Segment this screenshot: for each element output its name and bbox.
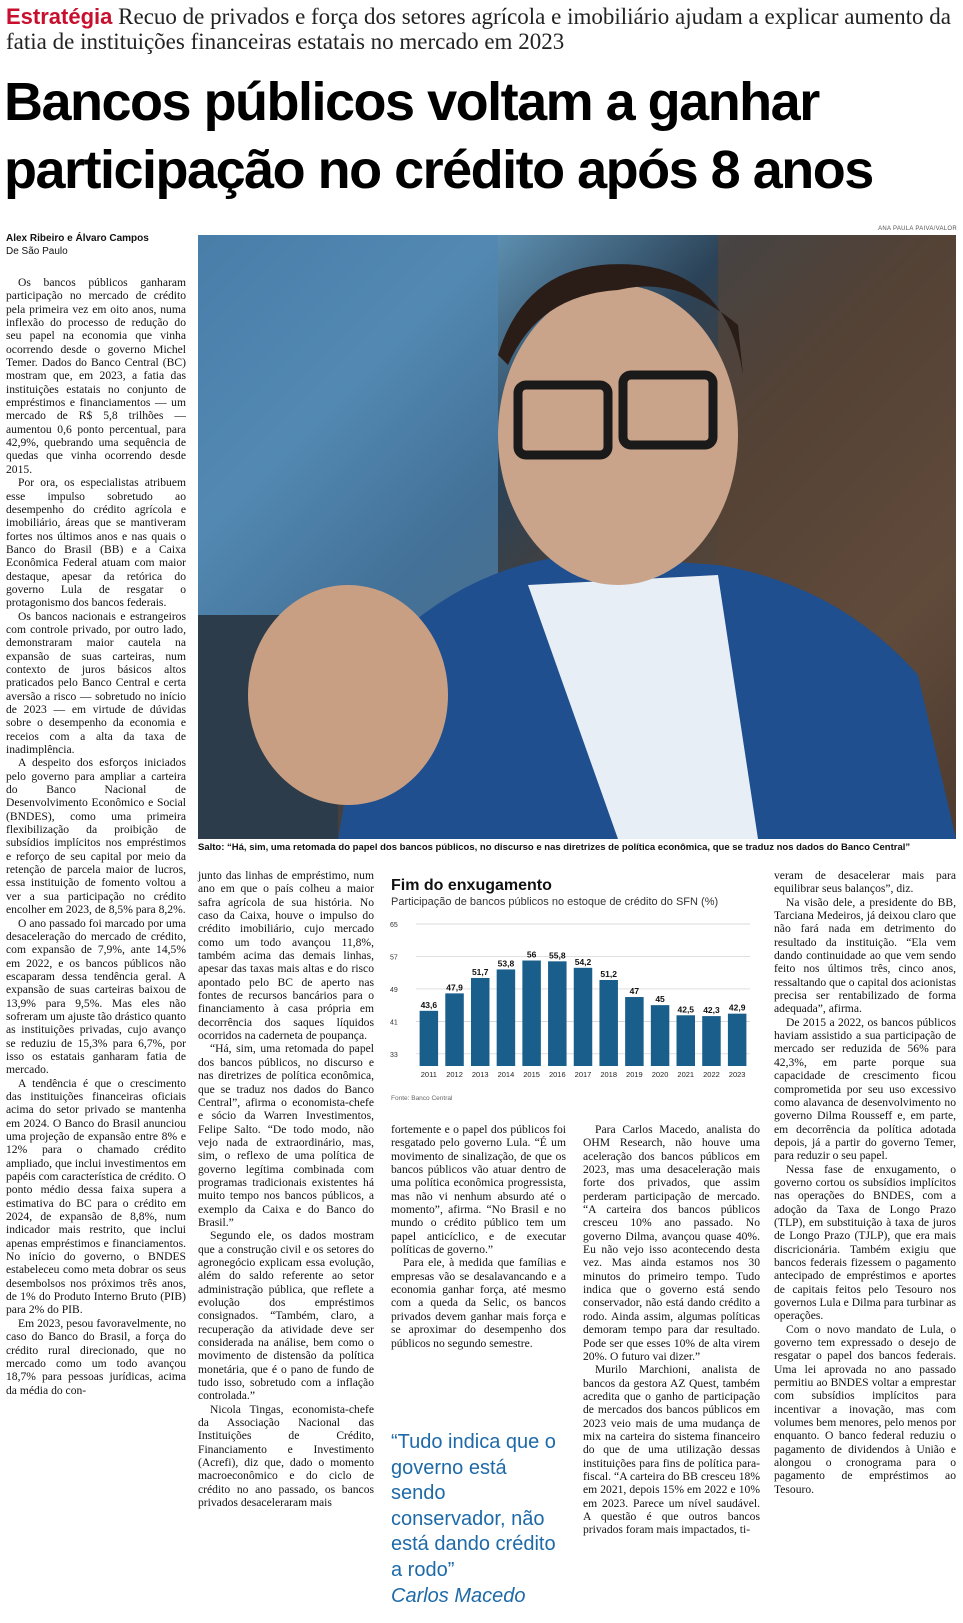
data-label: 42,9 bbox=[728, 1002, 746, 1013]
bar bbox=[548, 961, 566, 1066]
bar bbox=[471, 978, 489, 1066]
article-column-1 bbox=[6, 276, 186, 1397]
portrait-illustration bbox=[198, 235, 956, 839]
paragraph: Nessa fase de enxugamento, o governo cortou os subsídios implícitos nas operações do BNDES, com a adoção da Taxa de Longo Prazo (TLP), em substituição à taxa de juros de Longo Prazo (TJLP), que era mais discricionária. Também exigiu que bancos federais fizessem o pagamento antecipado de empréstimos e aportes de capitais feitos pelo Tesouro nos governos Lula e Dilma para turbinar as operações. bbox=[774, 1162, 956, 1323]
chart-title: Fim do enxugamento bbox=[391, 877, 552, 894]
bar bbox=[522, 961, 540, 1066]
photo-caption: Salto: “Há, sim, uma retomada do papel dos bancos públicos, no discurso e nas diretrizes de política econômica, que se traduz nos dados do Banco Central” bbox=[198, 842, 911, 853]
x-tick-label: 2017 bbox=[574, 1070, 592, 1079]
x-tick-label: 2020 bbox=[651, 1070, 669, 1079]
bar bbox=[651, 1005, 669, 1066]
paragraph: “Há, sim, uma retomada do papel dos bancos públicos, no discurso e nas diretrizes de política econômica, que se traduz nos dados do Banco Central”, afirma o economista-chefe e sócio da Warren Investimentos, Felipe Salto. “De todo modo, não vejo nada de extraordinário, mas, sim, o reflexo de uma política de governo legítima combinada com programas tradicionais existentes há muito tempo nos bancos públicos, a exemplo da Caixa e do Banco do Brasil.” bbox=[198, 1042, 374, 1229]
x-tick-label: 2018 bbox=[600, 1070, 618, 1079]
paragraph: Os bancos nacionais e estrangeiros com controle privado, por outro lado, demonstraram maior cautela na expansão de suas carteiras, num contexto de juros básicos altos praticados pelo Banco Central e certa aversão a risco — sobretudo no início de 2023 — em virtude de dúvidas sobre o desempenho da economia e receios com a alta da taxa de inadimplência. bbox=[6, 609, 186, 757]
y-tick-label: 57 bbox=[390, 954, 398, 962]
paragraph: A despeito dos esforços iniciados pelo governo para ampliar a carteira do Banco Nacional de Desenvolvimento Econômico e Social (BNDES), como uma primeira flexibilização da proibição de subsídios implícitos nos empréstimos e reforço de seu capital por meio da retenção de parcela maior de lucros, essa instituição de fomento voltou a ver a sua participação no crédito encolher em 2023, de 8,5% para 8,2%. bbox=[6, 756, 186, 917]
data-label: 51,7 bbox=[471, 966, 489, 977]
paragraph: Para Carlos Macedo, analista do OHM Research, não houve uma aceleração dos bancos públicos em 2023, mas uma desaceleração mais forte dos privados, que assim perderam participação de mercado. “A carteira dos bancos públicos cresceu 10% ano passado. No governo Dilma, avançou quase 40%. Eu não vejo isso acontecendo desta vez. Mas ainda estamos nos 30 minutos do primeiro tempo. Tudo indica que o governo está sendo conservador, não está dando crédito a rodo. Ainda assim, algumas políticas demoram tempo para dar resultado. Pode ser que esses 10% de alta virem 20%. O futuro vai dizer.” bbox=[583, 1123, 760, 1363]
y-tick-label: 41 bbox=[390, 1019, 398, 1027]
bar bbox=[574, 968, 592, 1066]
x-tick-label: 2011 bbox=[420, 1070, 437, 1079]
photo-portrait bbox=[198, 235, 956, 839]
paragraph: De 2015 a 2022, os bancos públicos haviam assistido a sua participação de mercado ser reduzida de 56% para 42,3%, em parte porque sua capacidade de crescimento ficou comprometida por seu uso excessivo como alavanca de desenvolvimento no governo Dilma Rousseff e, em parte, em decorrência da política adotada depois, já a partir do governo Temer, para reduzir o seu papel. bbox=[774, 1015, 956, 1163]
x-tick-label: 2021 bbox=[677, 1070, 695, 1079]
data-label: 53,8 bbox=[497, 958, 515, 969]
chart-source: Fonte: Banco Central bbox=[391, 1095, 453, 1102]
x-tick-label: 2014 bbox=[497, 1070, 515, 1079]
paragraph: Para ele, à medida que famílias e empresas vão se desalavancando e a economia ganhar força, até mesmo com a queda da Selic, os bancos privados devem ganhar mais força e se aproximar do desempenho dos públicos no segundo semestre. bbox=[391, 1256, 566, 1350]
section-tag: Estratégia bbox=[6, 4, 113, 29]
data-label: 51,2 bbox=[600, 968, 617, 979]
byline bbox=[6, 232, 196, 258]
bar bbox=[497, 969, 515, 1066]
paragraph: Nicola Tingas, economista-chefe da Associação Nacional das Instituições de Crédito, Financiamento e Investimento (Acrefi), diz que, dado o momento macroeconômico e do ciclo de crédito no ano passado, os bancos privados desaceleraram mais bbox=[198, 1402, 374, 1510]
headline: Bancos públicos voltam a ganhar participação no crédito após 8 anos bbox=[4, 72, 873, 200]
bar bbox=[625, 997, 643, 1066]
article-column-3 bbox=[391, 1123, 566, 1350]
paragraph: Murilo Marchioni, analista de bancos da gestora AZ Quest, também acredita que o ganho de participação de mercados dos bancos públicos em 2023 veio mais de uma mudança de mix na carteira do sistema financeiro do que de uma utilização dessas instituições para fins de política para-fiscal. “A carteira do BB cresceu 18% em 2021, depois 15% em 2022 e 10% em 2023. Parece um nível saudável. A questão é que outros bancos privados foram mais impactados, ti- bbox=[583, 1363, 760, 1537]
x-tick-label: 2016 bbox=[548, 1070, 566, 1079]
paragraph: A tendência é que o crescimento das instituições financeiras oficiais acima do setor privado se mantenha em 2024. O Banco do Brasil anunciou uma projeção de expansão entre 8% e 12% para o chamado crédito ampliado, que inclui investimentos em papéis com característica de crédito. O ponto médio dessa faixa supera a estimativa do BC para o crédito em 2024, de expansão de 8,8%, num indicador mais restrito, que inclui apenas empréstimos e financiamentos. No início do governo, o BNDES estabeleceu como meta dobrar os seus desembolsos nos próximos três anos, de 1% do Produto Interno Bruto (PIB) para 2% do PIB. bbox=[6, 1076, 186, 1317]
data-label: 43,6 bbox=[420, 999, 438, 1010]
paragraph: junto das linhas de empréstimo, num ano em que o país colheu a maior safra agrícola de sua história. No caso da Caixa, houve o impulso do crédito imobiliário, cujo mercado como um todo avançou 11,8%, também acima das demais linhas, apesar das taxas mais altas e do risco apontado pelo BC de aperto nas fontes de recursos bancários para o financiamento à casa própria em decorrência dos saques líquidos ocorridos na caderneta de poupança. bbox=[198, 869, 374, 1043]
paragraph: veram de desacelerar mais para equilibrar seus balanços”, diz. bbox=[774, 869, 956, 896]
y-tick-label: 33 bbox=[390, 1051, 398, 1059]
paragraph: O ano passado foi marcado por uma desaceleração do mercado de crédito, com expansão de 7,9%, ante 14,5% em 2022, e os bancos públicos não escaparam dessa tendência geral. A expansão de suas carteiras baixou de 13,9% para 9,5%. Mas eles não sofreram um ajuste tão drástico quanto as instituições privadas, cujo avanço se reduziu de 15,3% para 6,7%, por isso os estatais ganharam fatia de mercado. bbox=[6, 916, 186, 1077]
bar bbox=[420, 1011, 438, 1066]
paragraph: Segundo ele, os dados mostram que a construção civil e os setores do agronegócio explicam essa evolução, além do saldo referente ao setor administração pública, que reflete a evolução dos empréstimos consignados. “Também, claro, a recuperação da atividade deve ser considerada na análise, bem como o movimento de distensão da política monetária, que é o pano de fundo de tudo isso, sobretudo com a inflação controlada.” bbox=[198, 1229, 374, 1403]
pull-quote-author: Carlos Macedo bbox=[391, 1585, 526, 1607]
data-label: 42,5 bbox=[677, 1004, 695, 1015]
paragraph: Por ora, os especialistas atribuem esse impulso sobretudo ao desempenho do crédito agrícola e imobiliário, áreas que se mantiveram fortes nos últimos anos e nas quais o Banco do Brasil (BB) e a Caixa Econômica Federal atuam com maior destaque, apesar da retórica do governo Lula de resgatar o protagonismo dos bancos federais. bbox=[6, 476, 186, 610]
data-label: 47 bbox=[629, 986, 640, 997]
data-label: 56 bbox=[526, 949, 537, 960]
chart-subtitle: Participação de bancos públicos no estoque de crédito do SFN (%) bbox=[391, 896, 719, 908]
paragraph: Os bancos públicos ganharam participação no mercado de crédito pela primeira vez em oito anos, numa inflexão do processo de redução do seu papel na economia que vinha ocorrendo desde o governo Michel Temer. Dados do Banco Central (BC) mostram que, em 2023, a fatia das instituições estatais no conjunto de empréstimos e financiamentos — um mercado de R$ 5,8 trilhões — aumentou 0,6 ponto percentual, para 42,9%, quebrando uma sequência de quedas que vinha ocorrendo desde 2015. bbox=[6, 276, 186, 476]
bar bbox=[702, 1016, 720, 1066]
bar bbox=[445, 993, 463, 1066]
paragraph: Com o novo mandato de Lula, o governo tem expressado o desejo de resgatar o papel dos bancos federais. Uma lei aprovada no ano passado permitiu ao BNDES voltar a emprestar com subsídios implícitos para incentivar a inovação, mas com volumes bem menores, pelo menos por enquanto. O banco federal reduziu o pagamento de dividendos à União e alongou o cronograma para o pagamento de empréstimos ao Tesouro. bbox=[774, 1322, 956, 1496]
bar bbox=[677, 1015, 695, 1066]
bar-chart bbox=[388, 914, 758, 1092]
bar bbox=[599, 980, 617, 1066]
article-column-5 bbox=[774, 869, 956, 1496]
bar bbox=[728, 1014, 746, 1066]
photo-credit: ANA PAULA PAIVA/VALOR bbox=[878, 226, 957, 232]
article-column-4 bbox=[583, 1123, 760, 1537]
kicker-text: Recuo de privados e força dos setores agrícola e imobiliário ajudam a explicar aumento da fatia de instituições financeiras estatais no mercado em 2023 bbox=[6, 4, 951, 54]
data-label: 45 bbox=[655, 994, 665, 1005]
data-label: 42,3 bbox=[703, 1005, 720, 1016]
byline-location: De São Paulo bbox=[6, 246, 68, 257]
byline-authors: Alex Ribeiro e Álvaro Campos bbox=[6, 233, 149, 244]
paragraph: Em 2023, pesou favoravelmente, no caso do Banco do Brasil, a força do crédito rural direcionado, que no mercado como um todo avançou 18,7% para pessoas jurídicas, acima da média do con- bbox=[6, 1316, 186, 1397]
x-tick-label: 2015 bbox=[523, 1070, 540, 1079]
x-tick-label: 2019 bbox=[626, 1070, 643, 1079]
x-tick-label: 2013 bbox=[471, 1070, 489, 1079]
kicker bbox=[6, 4, 956, 54]
paragraph: fortemente e o papel dos públicos foi resgatado pelo governo Lula. “É um movimento de sinalização, de que os bancos públicos vão atuar dentro de uma política econômica progressista, mas não vi nenhum absurdo até o momento”, afirma. “No Brasil e no mundo o crédito público tem um papel anticíclico, e de executar políticas de governo.” bbox=[391, 1123, 566, 1257]
x-tick-label: 2012 bbox=[446, 1070, 463, 1079]
x-tick-label: 2022 bbox=[703, 1070, 720, 1079]
y-tick-label: 65 bbox=[390, 922, 398, 929]
y-tick-label: 49 bbox=[390, 986, 398, 994]
paragraph: Na visão dele, a presidente do BB, Tarciana Medeiros, já deixou claro que não fará nada em detrimento do resultado da instituição. “Ela vem dando continuidade ao que vem sendo feito nos últimos três, cinco anos, ressaltando que o capital dos acionistas precisa ser rentabilizado de forma adequada”, afirma. bbox=[774, 895, 956, 1016]
data-label: 54,2 bbox=[574, 956, 592, 967]
x-tick-label: 2023 bbox=[728, 1070, 746, 1079]
article-column-2 bbox=[198, 869, 374, 1510]
data-label: 55,8 bbox=[549, 950, 566, 961]
pull-quote: “Tudo indica que o governo está sendo conservador, não está dando crédito a rodo” bbox=[391, 1431, 556, 1581]
data-label: 47,9 bbox=[446, 982, 463, 993]
